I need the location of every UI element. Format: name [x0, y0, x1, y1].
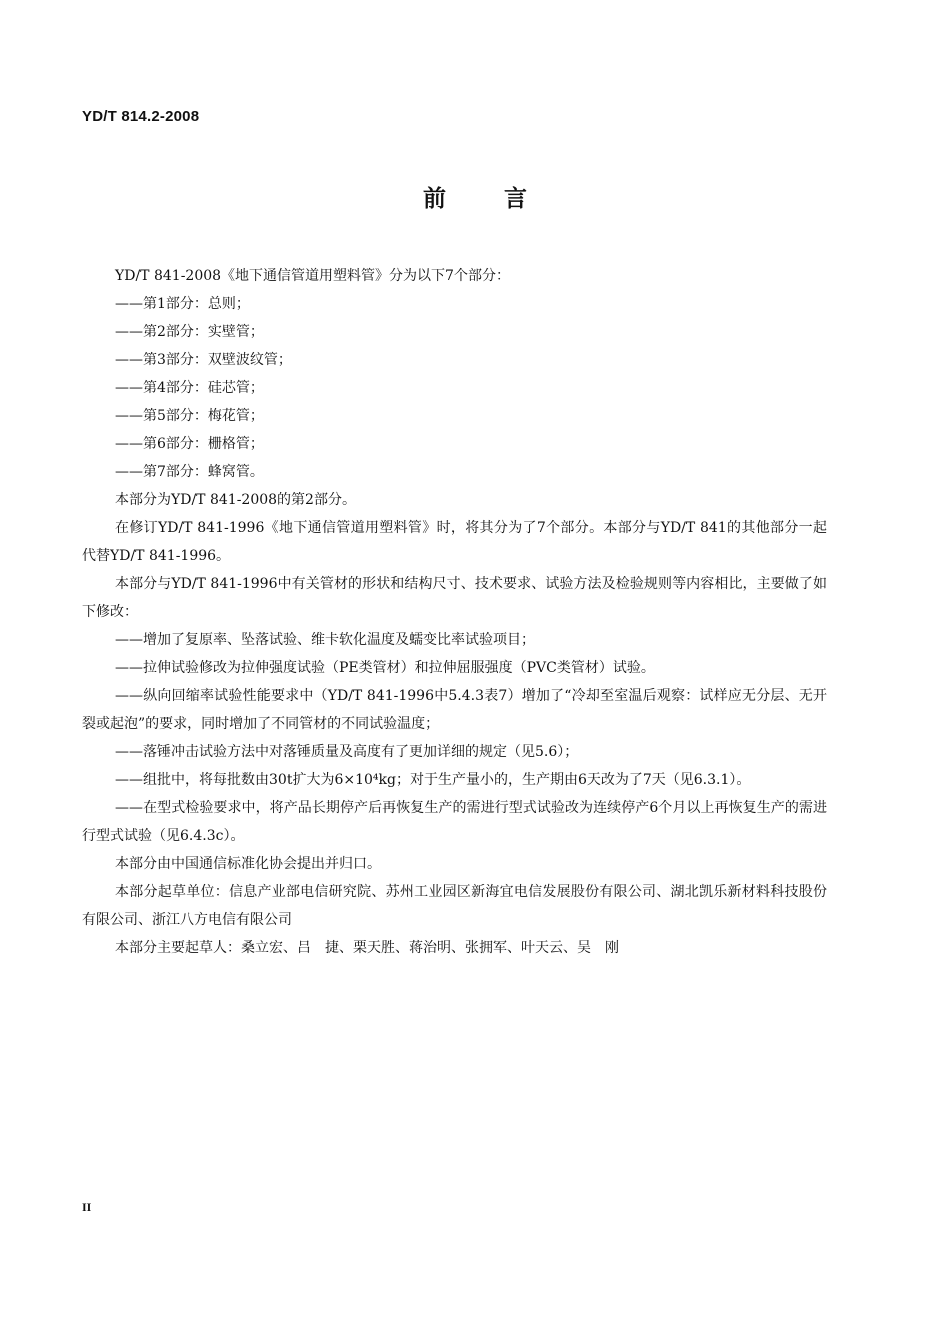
list-item-part-1: ——第1部分：总则；: [115, 296, 250, 312]
list-item-part-6: ——第6部分：栅格管；: [115, 436, 264, 452]
list-item-part-7: ——第7部分：蜂窝管。: [115, 464, 264, 480]
change-item-5: ——组批中，将每批数由30t扩大为6×10⁴kg；对于生产量小的，生产期由6天改为了7天（见6.3.1）。: [115, 772, 751, 788]
change-item-3: ——纵向回缩率试验性能要求中（YD/T 841-1996中5.4.3表7）增加了“冷却至室温后观察：试样应无分层、无开裂或起泡”的要求，同时增加了不同管材的不同试验温度；: [82, 688, 827, 732]
change-item-2: ——拉伸试验修改为拉伸强度试验（PE类管材）和拉伸屈服强度（PVC类管材）试验。: [115, 660, 655, 676]
paragraph-intro: YD/T 841-2008《地下通信管道用塑料管》分为以下7个部分：: [115, 268, 510, 284]
list-item-part-4: ——第4部分：硅芯管；: [115, 380, 264, 396]
foreword-body: [82, 262, 827, 962]
document-code: YD/T 814.2-2008: [82, 108, 200, 125]
change-item-6: ——在型式检验要求中，将产品长期停产后再恢复生产的需进行型式试验改为连续停产6个月以上再恢复生产的需进行型式试验（见6.4.3c）。: [82, 800, 827, 844]
change-item-4: ——落锤冲击试验方法中对落锤质量及高度有了更加详细的规定（见5.6）；: [115, 744, 579, 760]
list-item-part-2: ——第2部分：实壁管；: [115, 324, 264, 340]
paragraph-drafters: 本部分主要起草人：桑立宏、吕 捷、栗天胜、蒋治明、张拥军、叶天云、吴 刚: [115, 940, 619, 956]
paragraph-proposer: 本部分由中国通信标准化协会提出并归口。: [115, 856, 381, 872]
list-item-part-3: ——第3部分：双壁波纹管；: [115, 352, 292, 368]
paragraph-changes-intro: 本部分与YD/T 841-1996中有关管材的形状和结构尺寸、技术要求、试验方法及检验规则等内容相比，主要做了如下修改：: [82, 576, 827, 620]
paragraph-drafting-units: 本部分起草单位：信息产业部电信研究院、苏州工业园区新海宜电信发展股份有限公司、湖北凯乐新材料科技股份有限公司、浙江八方电信有限公司: [82, 884, 827, 928]
page-number: II: [82, 1200, 92, 1214]
paragraph-part-statement: 本部分为YD/T 841-2008的第2部分。: [115, 492, 356, 508]
page-title: 前言: [423, 186, 585, 212]
paragraph-revision: 在修订YD/T 841-1996《地下通信管道用塑料管》时，将其分为了7个部分。本部分与YD/T 841的其他部分一起代替YD/T 841-1996。: [82, 520, 827, 564]
list-item-part-5: ——第5部分：梅花管；: [115, 408, 264, 424]
change-item-1: ——增加了复原率、坠落试验、维卡软化温度及蠕变比率试验项目；: [115, 632, 535, 648]
